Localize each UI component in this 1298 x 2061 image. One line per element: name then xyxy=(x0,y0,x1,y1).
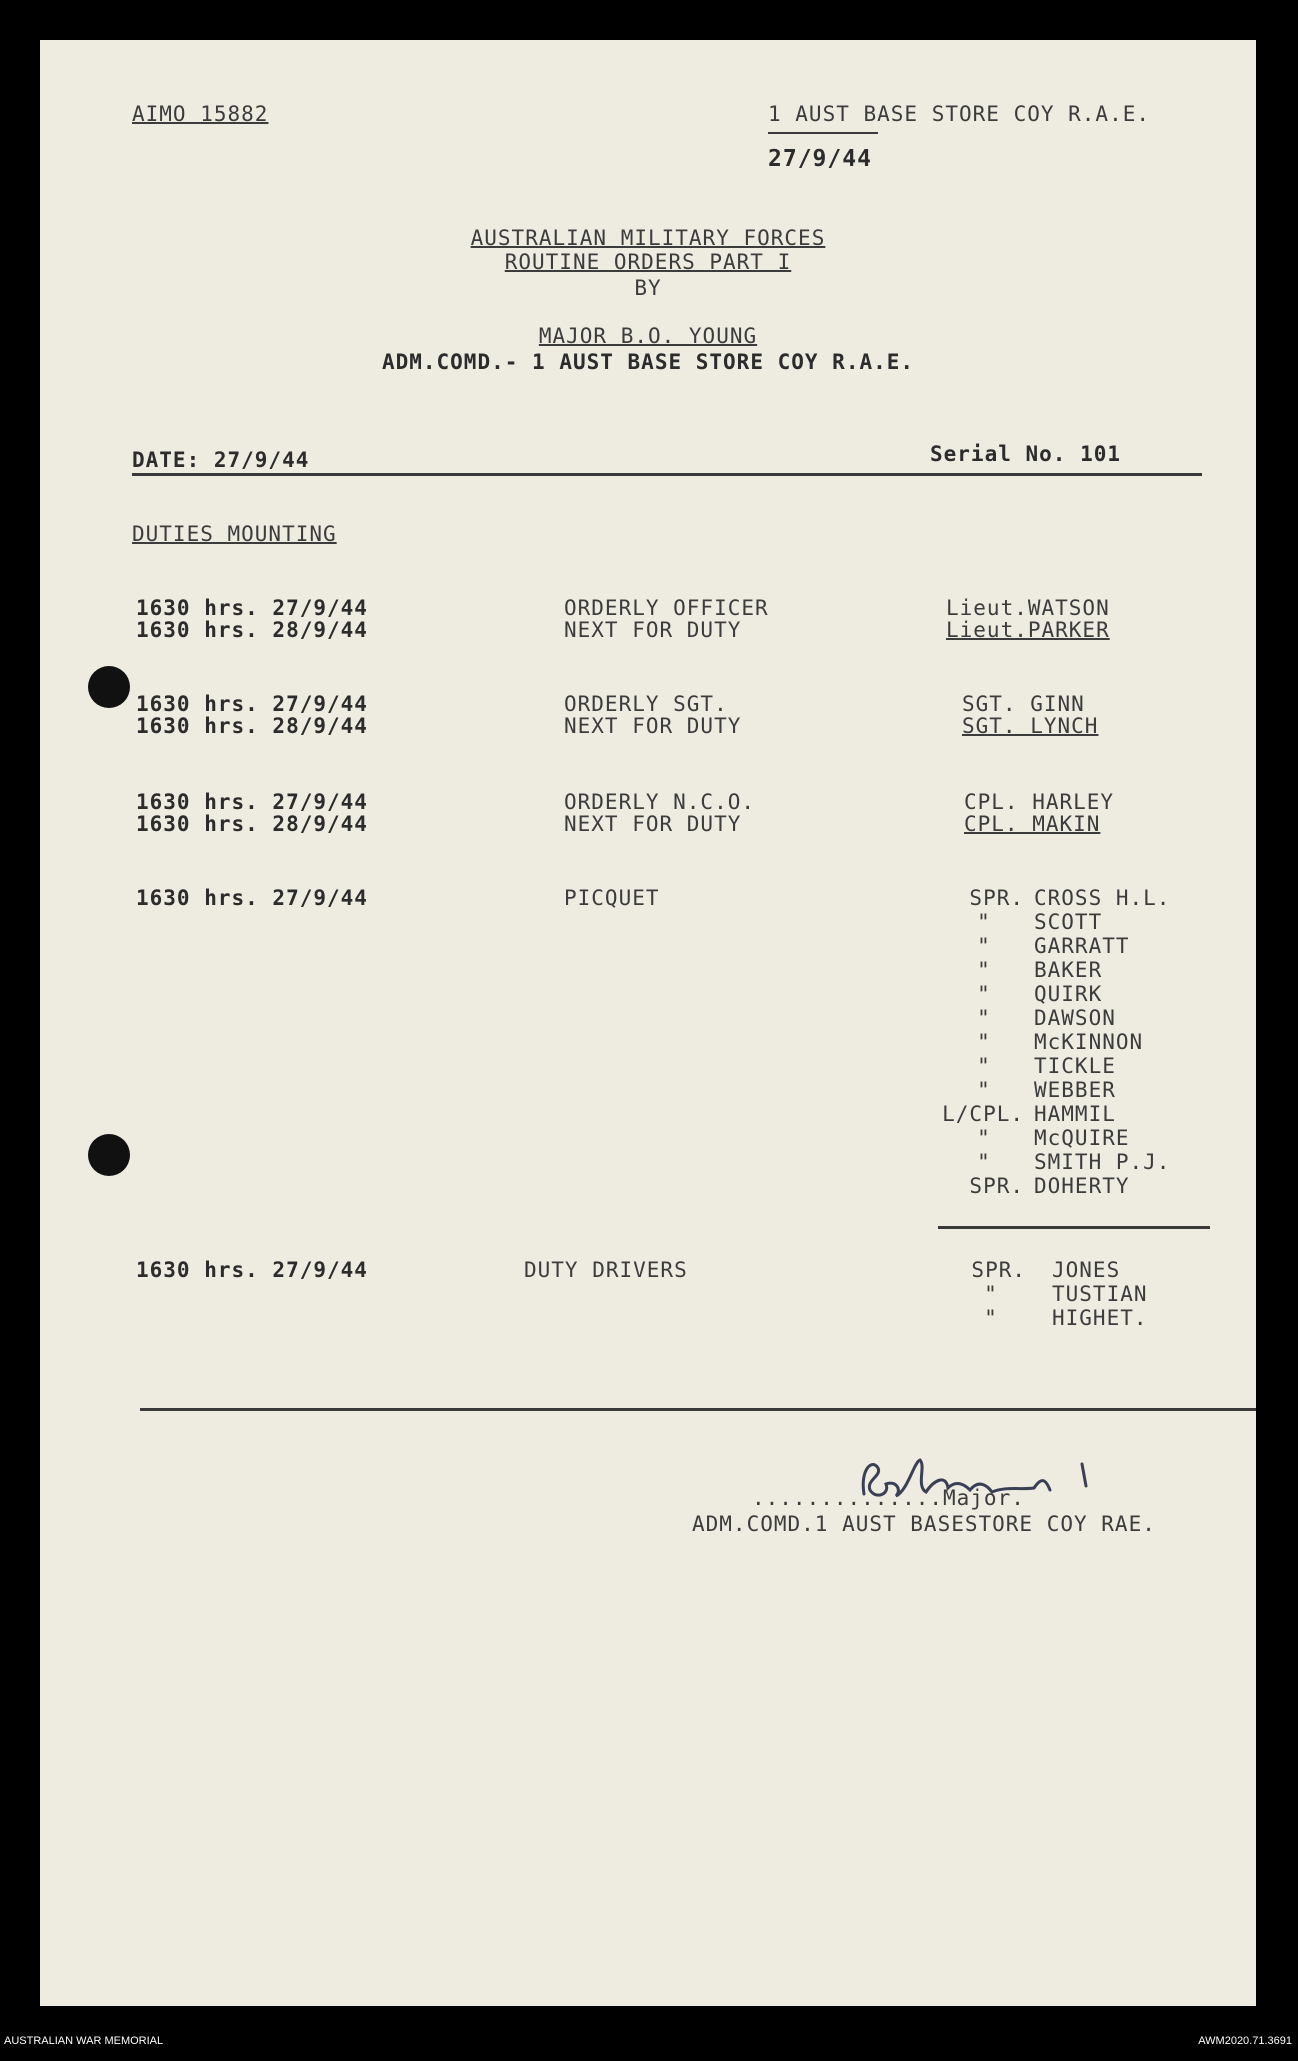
picquet-name: McKINNON xyxy=(1034,1030,1144,1054)
title-line-4: MAJOR B.O. YOUNG xyxy=(538,324,758,348)
title-line-3: BY xyxy=(634,276,662,300)
drivers-time: 1630 hrs. 27/9/44 xyxy=(136,1258,368,1282)
picquet-rank: L/CPL. xyxy=(942,1102,1024,1126)
picquet-rank: " xyxy=(977,1078,991,1102)
picquet-rank: " xyxy=(977,958,991,982)
duty-title: NEXT FOR DUTY xyxy=(564,812,742,836)
picquet-name: CROSS H.L. xyxy=(1034,886,1171,910)
punch-hole xyxy=(88,1134,130,1176)
picquet-name: GARRATT xyxy=(1034,934,1130,958)
duty-title: ORDERLY SGT. xyxy=(564,692,728,716)
picquet-rank: " xyxy=(977,934,991,958)
driver-name: TUSTIAN xyxy=(1052,1282,1148,1306)
drivers-title: DUTY DRIVERS xyxy=(524,1258,688,1282)
title-line-1: AUSTRALIAN MILITARY FORCES xyxy=(470,226,826,250)
picquet-name: WEBBER xyxy=(1034,1078,1116,1102)
picquet-name: DAWSON xyxy=(1034,1006,1116,1030)
duty-title: ORDERLY N.C.O. xyxy=(564,790,756,814)
driver-rank: " xyxy=(984,1306,998,1330)
picquet-rank: " xyxy=(977,1126,991,1150)
duty-name: CPL. MAKIN xyxy=(964,812,1101,836)
title-line-2: ROUTINE ORDERS PART I xyxy=(504,250,792,274)
signature-dots: ..............Major. xyxy=(752,1486,1025,1510)
duty-name: SGT. LYNCH xyxy=(962,714,1099,738)
footer-source: AUSTRALIAN WAR MEMORIAL xyxy=(4,2035,164,2047)
duty-title: ORDERLY OFFICER xyxy=(564,596,769,620)
duty-time: 1630 hrs. 28/9/44 xyxy=(136,714,368,738)
footer-id: AWM2020.71.3691 xyxy=(1198,2035,1292,2047)
picquet-rank: SPR. xyxy=(969,1174,1024,1198)
title-line-5: ADM.COMD.- 1 AUST BASE STORE COY R.A.E. xyxy=(381,350,915,374)
picquet-name: TICKLE xyxy=(1034,1054,1116,1078)
duty-time: 1630 hrs. 27/9/44 xyxy=(136,790,368,814)
duty-title: NEXT FOR DUTY xyxy=(564,714,742,738)
closing-rule xyxy=(140,1408,1256,1411)
picquet-name: BAKER xyxy=(1034,958,1103,982)
picquet-name: QUIRK xyxy=(1034,982,1103,1006)
picquet-name: McQUIRE xyxy=(1034,1126,1130,1150)
picquet-name: DOHERTY xyxy=(1034,1174,1130,1198)
duty-title: NEXT FOR DUTY xyxy=(564,618,742,642)
section-heading: DUTIES MOUNTING xyxy=(132,522,337,546)
duty-time: 1630 hrs. 28/9/44 xyxy=(136,812,368,836)
picquet-rank: " xyxy=(977,982,991,1006)
picquet-rank: SPR. xyxy=(969,886,1024,910)
signature-unit: ADM.COMD.1 AUST BASESTORE COY RAE. xyxy=(692,1512,1156,1536)
header-date: 27/9/44 xyxy=(768,146,872,172)
serial-number: Serial No. 101 xyxy=(930,442,1122,466)
picquet-name: SMITH P.J. xyxy=(1034,1150,1171,1174)
duty-name: CPL. HARLEY xyxy=(964,790,1115,814)
picquet-title: PICQUET xyxy=(564,886,660,910)
driver-name: HIGHET. xyxy=(1052,1306,1148,1330)
picquet-name: SCOTT xyxy=(1034,910,1103,934)
duty-name: Lieut.PARKER xyxy=(946,618,1110,642)
picquet-rank: " xyxy=(977,1030,991,1054)
picquet-rank: " xyxy=(977,1150,991,1174)
document-page xyxy=(40,40,1256,2006)
picquet-rank: " xyxy=(977,1006,991,1030)
duty-time: 1630 hrs. 28/9/44 xyxy=(136,618,368,642)
picquet-rank: " xyxy=(977,1054,991,1078)
duty-name: SGT. GINN xyxy=(962,692,1085,716)
order-date: DATE: 27/9/44 xyxy=(132,448,310,472)
driver-rank: " xyxy=(984,1282,998,1306)
duty-name: Lieut.WATSON xyxy=(946,596,1110,620)
driver-name: JONES xyxy=(1052,1258,1121,1282)
picquet-name: HAMMIL xyxy=(1034,1102,1116,1126)
duty-time: 1630 hrs. 27/9/44 xyxy=(136,692,368,716)
header-rule xyxy=(768,132,878,134)
meta-rule xyxy=(132,473,1202,476)
duty-time: 1630 hrs. 27/9/44 xyxy=(136,596,368,620)
reference-number: AIMO 15882 xyxy=(132,102,269,126)
picquet-rank: " xyxy=(977,910,991,934)
driver-rank: SPR. xyxy=(971,1258,1026,1282)
picquet-rule xyxy=(938,1226,1210,1229)
punch-hole xyxy=(88,666,130,708)
picquet-time: 1630 hrs. 27/9/44 xyxy=(136,886,368,910)
unit-name-top: 1 AUST BASE STORE COY R.A.E. xyxy=(768,102,1151,126)
